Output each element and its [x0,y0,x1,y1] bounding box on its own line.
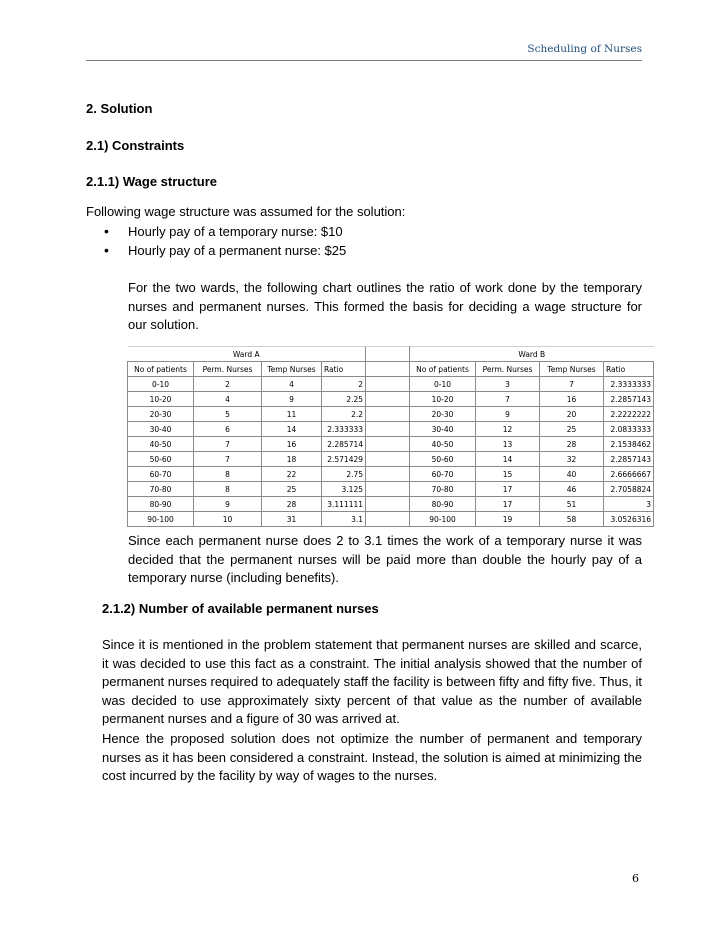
col-header-ratio-a: Ratio [322,362,366,377]
table-row [128,452,654,467]
table-cell: 9 [262,392,322,407]
table-cell: 20-30 [128,407,194,422]
table-cell: 25 [262,482,322,497]
table-cell: 2.0833333 [604,422,654,437]
table-cell: 28 [540,437,604,452]
table-row [128,422,654,437]
ratio-table [127,346,654,527]
table-row [128,497,654,512]
table-cell: 16 [540,392,604,407]
table-cell: 20-30 [410,407,476,422]
table-cell: 3 [476,377,540,392]
table-cell: 13 [476,437,540,452]
table-cell: 3.0526316 [604,512,654,527]
table-row [128,482,654,497]
table-cell: 0-10 [128,377,194,392]
page-number: 6 [632,872,639,885]
ward-b-label: Ward B [410,347,654,362]
table-cell: 3.111111 [322,497,366,512]
wage-bullet-list [102,222,346,260]
table-cell: 30-40 [410,422,476,437]
table-cell: 80-90 [410,497,476,512]
table-cell: 14 [262,422,322,437]
col-header-patients-b: No of patients [410,362,476,377]
table-cell: 3 [604,497,654,512]
table-cell: 6 [194,422,262,437]
col-header-perm-b: Perm. Nurses [476,362,540,377]
table-cell: 80-90 [128,497,194,512]
running-header: Scheduling of Nurses [527,43,642,55]
table-cell: 9 [476,407,540,422]
table-cell: 18 [262,452,322,467]
table-cell: 17 [476,497,540,512]
table-cell: 2.1538462 [604,437,654,452]
table-cell: 2.571429 [322,452,366,467]
table-cell: 51 [540,497,604,512]
heading-constraints: 2.1) Constraints [86,138,185,153]
table-cell: 9 [194,497,262,512]
table-cell: 40 [540,467,604,482]
table-cell: 2.2222222 [604,407,654,422]
table-cell: 60-70 [410,467,476,482]
table-cell: 5 [194,407,262,422]
table-row [128,512,654,527]
table-cell: 14 [476,452,540,467]
table-cell: 32 [540,452,604,467]
table-cell: 20 [540,407,604,422]
table-cell: 2.2857143 [604,452,654,467]
table-cell: 90-100 [128,512,194,527]
table-cell: 8 [194,467,262,482]
table-cell: 2 [194,377,262,392]
heading-available-nurses: 2.1.2) Number of available permanent nurses [102,601,379,616]
table-cell: 30-40 [128,422,194,437]
table-cell: 8 [194,482,262,497]
table-cell: 7 [476,392,540,407]
table-cell: 2.25 [322,392,366,407]
table-cell: 70-80 [410,482,476,497]
table-cell: 40-50 [410,437,476,452]
table-cell: 2.2857143 [604,392,654,407]
table-cell: 7 [194,452,262,467]
table-cell: 0-10 [410,377,476,392]
table-row [128,437,654,452]
bullet-temporary-pay: • Hourly pay of a temporary nurse: $10 [102,222,346,241]
col-header-patients-a: No of patients [128,362,194,377]
bullet-permanent-pay: • Hourly pay of a permanent nurse: $25 [102,241,346,260]
table-cell: 2.3333333 [604,377,654,392]
table-cell: 60-70 [128,467,194,482]
heading-solution: 2. Solution [86,101,153,116]
since-paragraph: Since each permanent nurse does 2 to 3.1 times the work of a temporary nurse it was decided that the permanent nurses will be paid more than double the hourly pay of a temporary nurse (including benefits). [128,533,642,585]
table-cell: 46 [540,482,604,497]
table-cell: 11 [262,407,322,422]
col-header-perm-a: Perm. Nurses [194,362,262,377]
table-cell: 16 [262,437,322,452]
table-cell: 7 [540,377,604,392]
table-cell: 22 [262,467,322,482]
table-cell: 25 [540,422,604,437]
table-cell: 4 [194,392,262,407]
table-cell: 50-60 [410,452,476,467]
table-cell: 2 [322,377,366,392]
table-row [128,407,654,422]
table-cell: 10 [194,512,262,527]
table-cell: 2.6666667 [604,467,654,482]
table-cell: 50-60 [128,452,194,467]
table-cell: 2.75 [322,467,366,482]
table-cell: 3.1 [322,512,366,527]
table-cell: 2.7058824 [604,482,654,497]
available-paragraph-2: Hence the proposed solution does not optimize the number of permanent and temporary nurses as it has been considered a constraint. Instead, the solution is aimed at minimizing the cost incurred by the facility by way of wages to the nurses. [102,731,642,783]
chart-paragraph: For the two wards, the following chart outlines the ratio of work done by the temporary nurses and permanent nurses. This formed the basis for deciding a wage structure for our solution. [128,280,642,332]
table-cell: 90-100 [410,512,476,527]
table-cell: 40-50 [128,437,194,452]
table-cell: 17 [476,482,540,497]
table-cell: 2.285714 [322,437,366,452]
table-cell: 10-20 [128,392,194,407]
table-cell: 4 [262,377,322,392]
table-row [128,377,654,392]
table-cell: 2.2 [322,407,366,422]
col-header-ratio-b: Ratio [604,362,654,377]
table-cell: 28 [262,497,322,512]
col-header-temp-b: Temp Nurses [540,362,604,377]
table-cell: 31 [262,512,322,527]
table-cell: 19 [476,512,540,527]
available-paragraph-1: Since it is mentioned in the problem statement that permanent nurses are skilled and scarce, it was decided to use this fact as a constraint. The initial analysis showed that the number of permanent nurses required to adequately staff the facility is between fifty and fifty five. Thus, it was decided to use approximately sixty percent of that value as the number of available permanent nurses and a figure of 30 was arrived at. [102,637,642,726]
table-row [128,392,654,407]
table-cell: 70-80 [128,482,194,497]
table-cell: 58 [540,512,604,527]
table-cell: 12 [476,422,540,437]
ward-a-label: Ward A [128,347,366,362]
table-cell: 3.125 [322,482,366,497]
heading-wage-structure: 2.1.1) Wage structure [86,174,218,189]
table-header-row [128,362,654,377]
intro-text: Following wage structure was assumed for the solution: [86,204,406,219]
table-cell: 15 [476,467,540,482]
col-header-temp-a: Temp Nurses [262,362,322,377]
table-cell: 2.333333 [322,422,366,437]
header-divider [86,60,642,61]
table-row [128,467,654,482]
table-cell: 7 [194,437,262,452]
table-cell: 10-20 [410,392,476,407]
